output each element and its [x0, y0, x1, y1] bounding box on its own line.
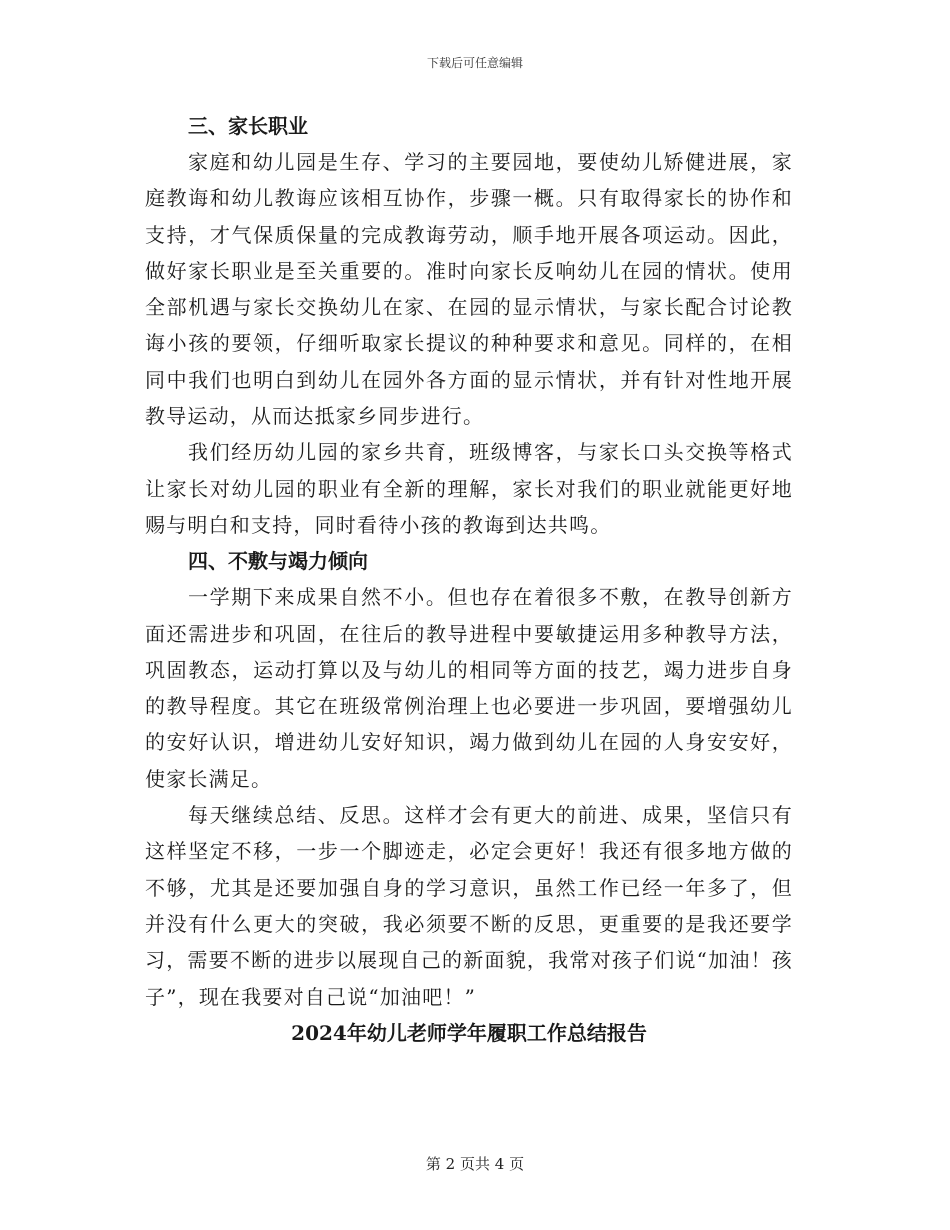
paragraph-shortcomings-1: 一学期下来成果自然不小。但也存在着很多不敷，在教导创新方面还需进步和巩固，在往后的教导进程中要敏捷运用多种教导方法，巩固教态，运动打算以及与幼儿的相同等方面的技艺，竭力进步自身的教导程度。其它在班级常例治理上也必要进一步巩固，要增强幼儿的安好认识，增进幼儿安好知识，竭力做到幼儿在园的人身安安好，使家长满足。 — [145, 585, 793, 791]
next-document-title: 2024年幼儿老师学年履职工作总结报告 — [291, 1020, 647, 1045]
paragraph-parents-work-2: 我们经历幼儿园的家乡共育，班级博客，与家长口头交换等格式让家长对幼儿园的职业有全新的理解，家长对我们的职业就能更好地赐与明白和支持，同时看待小孩的教诲到达共鸣。 — [145, 440, 793, 537]
page-header-note: 下载后可任意编辑 — [426, 56, 523, 70]
document-body — [145, 108, 793, 1051]
paragraph-shortcomings-2: 每天继续总结、反思。这样才会有更大的前进、成果，坚信只有这样坚定不移，一步一个脚迹走，必定会更好！我还有很多地方做的不够，尤其是还要加强自身的学习意识，虽然工作已经一年多了，但并没有什么更大的突破，我必须要不断的反思，更重要的是我还要学习，需要不断的进步以展现自己的新面貌，我常对孩子们说“加油！孩子”，现在我要对自己说“加油吧！” — [145, 803, 793, 1009]
page-number-footer: 第 2 页共 4 页 — [425, 1155, 525, 1173]
paragraph-parents-work-1: 家庭和幼儿园是生存、学习的主要园地，要使幼儿矫健进展，家庭教诲和幼儿教诲应该相互协作，步骤一概。只有取得家长的协作和支持，才气保质保量的完成教诲劳动，顺手地开展各项运动。因此，做好家长职业是至关重要的。准时向家长反响幼儿在园的情状。使用全部机遇与家长交换幼儿在家、在园的显示情状，与家长配合讨论教诲小孩的要领，仔细听取家长提议的种种要求和意见。同样的，在相同中我们也明白到幼儿在园外各方面的显示情状，并有针对性地开展教导运动，从而达抵家乡同步进行。 — [145, 150, 793, 429]
section-heading-parents-work: 三、家长职业 — [188, 114, 308, 138]
section-heading-shortcomings: 四、不敷与竭力倾向 — [188, 549, 368, 574]
